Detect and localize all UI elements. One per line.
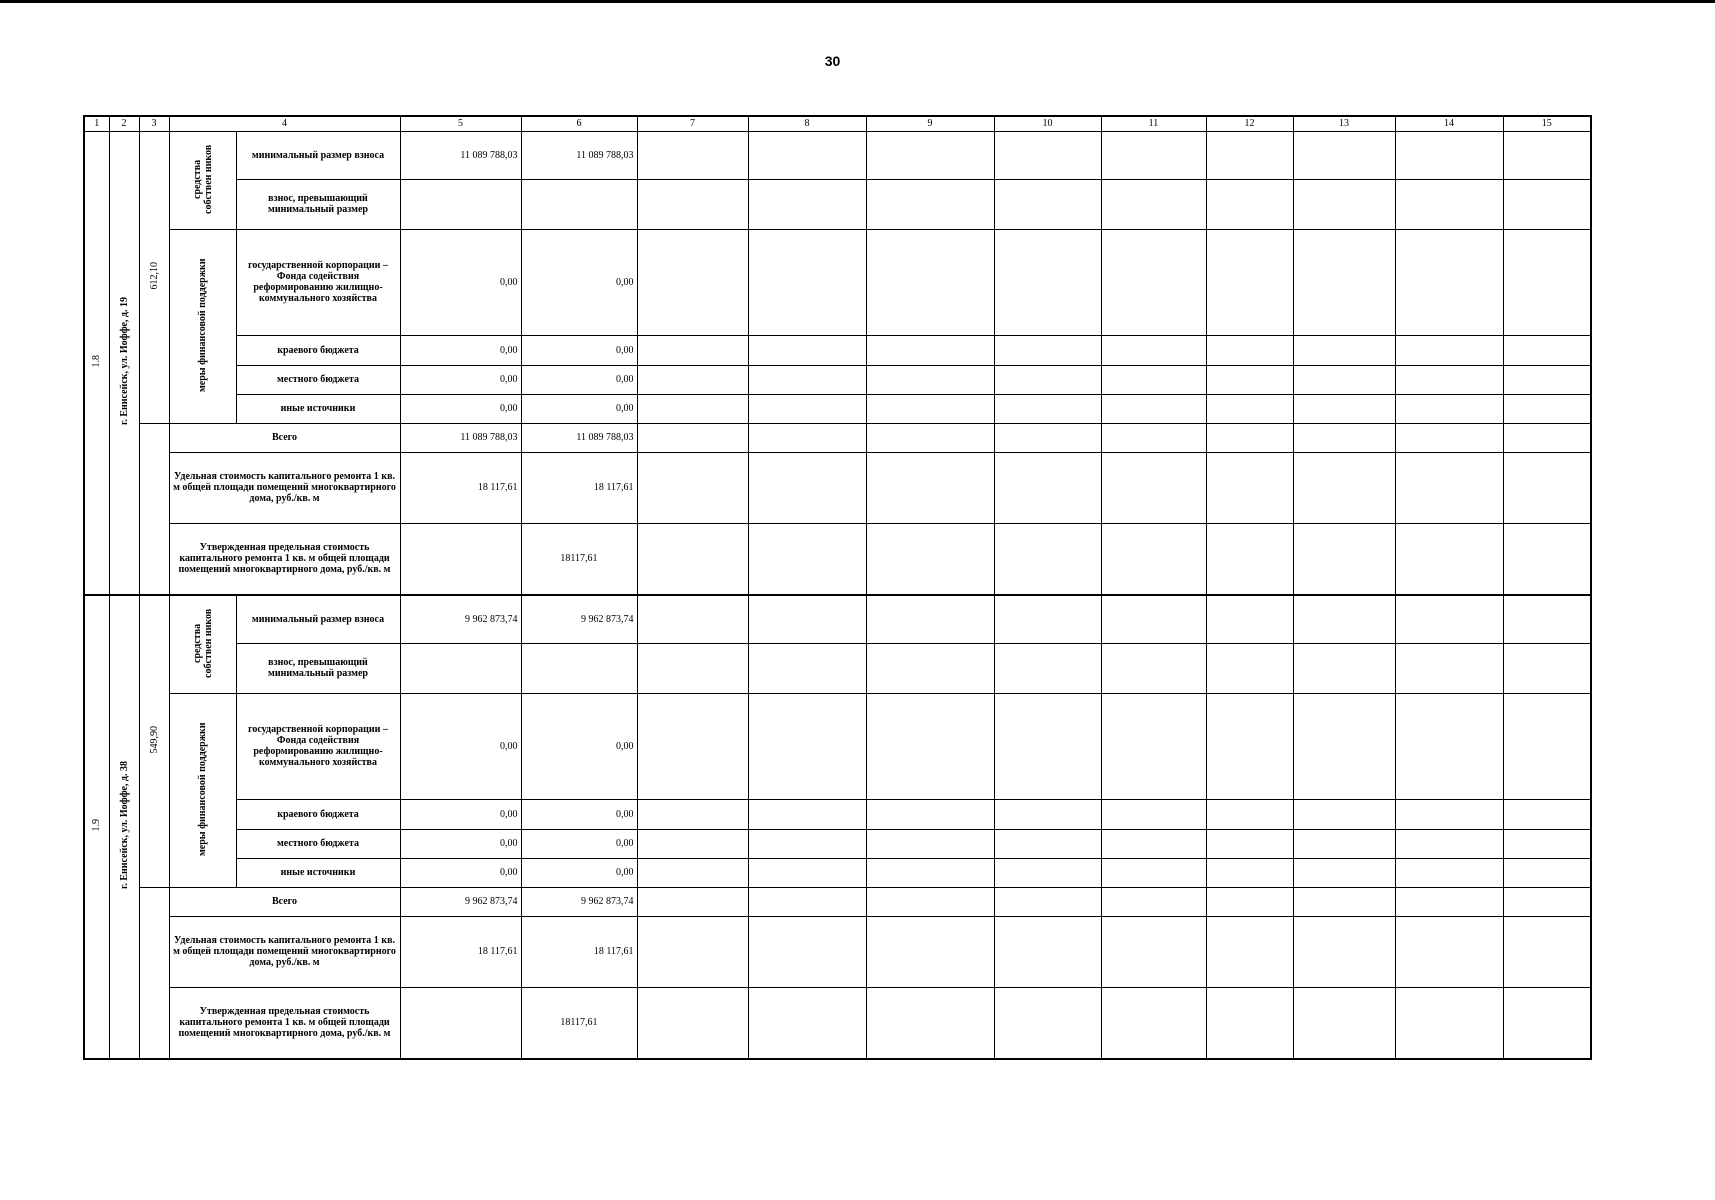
cell-col7 — [637, 394, 748, 423]
table-row — [84, 423, 1591, 452]
cell-col9 — [866, 799, 994, 829]
item-area-text: 549,90 — [148, 726, 160, 754]
cell-col12 — [1206, 987, 1293, 1059]
cell-col5: 18 117,61 — [400, 452, 521, 523]
cell-col14 — [1395, 335, 1503, 365]
cell-col14 — [1395, 916, 1503, 987]
cell-col7 — [637, 643, 748, 693]
cell-col7 — [637, 452, 748, 523]
cell-col5: 0,00 — [400, 858, 521, 887]
col-header-14: 14 — [1395, 116, 1503, 131]
cell-col15 — [1503, 452, 1591, 523]
cell-col13 — [1293, 335, 1395, 365]
cell-col11 — [1101, 858, 1206, 887]
cell-col12 — [1206, 916, 1293, 987]
cell-col8 — [748, 595, 866, 643]
cell-col14 — [1395, 365, 1503, 394]
cell-col14 — [1395, 829, 1503, 858]
cell-col8 — [748, 131, 866, 179]
item-address-text: г. Енисейск, ул. Иоффе, д. 38 — [118, 761, 130, 890]
row-label-other-sources: иные источники — [236, 394, 400, 423]
row-label-state-corporation: государственной корпорации – Фонда содействия реформированию жилищно-коммунального хозяйства — [236, 693, 400, 799]
cell-col12 — [1206, 829, 1293, 858]
cell-col9 — [866, 916, 994, 987]
col-header-4: 4 — [169, 116, 400, 131]
support-measures-group — [169, 229, 236, 423]
cell-col8 — [748, 523, 866, 595]
cell-col12 — [1206, 229, 1293, 335]
cell-col15 — [1503, 131, 1591, 179]
cell-col7 — [637, 365, 748, 394]
cell-col9 — [866, 365, 994, 394]
cell-col8 — [748, 229, 866, 335]
cell-col10 — [994, 643, 1101, 693]
cell-col10 — [994, 858, 1101, 887]
area-column-filler — [139, 887, 169, 1059]
cell-col6: 0,00 — [521, 799, 637, 829]
cell-col15 — [1503, 229, 1591, 335]
cell-col15 — [1503, 179, 1591, 229]
table-row — [84, 799, 1591, 829]
cell-col12 — [1206, 595, 1293, 643]
row-label-unit-cost: Удельная стоимость капитального ремонта 1 кв. м общей площади помещений многоквартирного дома, руб./кв. м — [169, 452, 400, 523]
cell-col15 — [1503, 643, 1591, 693]
cell-col6: 0,00 — [521, 693, 637, 799]
capital-repair-table — [83, 115, 1592, 1060]
cell-col12 — [1206, 335, 1293, 365]
cell-col7 — [637, 595, 748, 643]
cell-col11 — [1101, 179, 1206, 229]
table-row — [84, 523, 1591, 595]
cell-col9 — [866, 523, 994, 595]
cell-col7 — [637, 179, 748, 229]
row-label-regional-budget: краевого бюджета — [236, 799, 400, 829]
item-address — [109, 595, 139, 1059]
cell-col8 — [748, 829, 866, 858]
cell-col8 — [748, 916, 866, 987]
cell-col10 — [994, 179, 1101, 229]
cell-col14 — [1395, 887, 1503, 916]
cell-col10 — [994, 131, 1101, 179]
cell-col8 — [748, 452, 866, 523]
col-header-7: 7 — [637, 116, 748, 131]
row-label-max-cost: Утвержденная предельная стоимость капитального ремонта 1 кв. м общей площади помещений многоквартирного дома, руб./кв. м — [169, 523, 400, 595]
cell-col13 — [1293, 595, 1395, 643]
cell-col6: 9 962 873,74 — [521, 887, 637, 916]
cell-col11 — [1101, 452, 1206, 523]
cell-col14 — [1395, 693, 1503, 799]
cell-col11 — [1101, 693, 1206, 799]
owners-funds-group — [169, 595, 236, 693]
table-row — [84, 829, 1591, 858]
cell-col14 — [1395, 394, 1503, 423]
column-number-row — [84, 116, 1591, 131]
cell-col12 — [1206, 394, 1293, 423]
cell-col9 — [866, 394, 994, 423]
cell-col13 — [1293, 452, 1395, 523]
cell-col12 — [1206, 693, 1293, 799]
cell-col7 — [637, 693, 748, 799]
cell-col9 — [866, 179, 994, 229]
cell-col6: 18117,61 — [521, 987, 637, 1059]
table-row — [84, 987, 1591, 1059]
cell-col14 — [1395, 858, 1503, 887]
cell-col13 — [1293, 799, 1395, 829]
cell-col5: 11 089 788,03 — [400, 423, 521, 452]
cell-col15 — [1503, 423, 1591, 452]
item-address — [109, 131, 139, 595]
cell-col11 — [1101, 365, 1206, 394]
cell-col10 — [994, 523, 1101, 595]
cell-col10 — [994, 394, 1101, 423]
table-row — [84, 179, 1591, 229]
cell-col8 — [748, 987, 866, 1059]
cell-col12 — [1206, 858, 1293, 887]
cell-col5: 18 117,61 — [400, 916, 521, 987]
cell-col13 — [1293, 229, 1395, 335]
table-row — [84, 595, 1591, 643]
cell-col8 — [748, 423, 866, 452]
cell-col15 — [1503, 858, 1591, 887]
cell-col8 — [748, 394, 866, 423]
owners-funds-group-text: средства собствен ников — [191, 143, 214, 214]
row-label-local-budget: местного бюджета — [236, 365, 400, 394]
col-header-9: 9 — [866, 116, 994, 131]
cell-col8 — [748, 335, 866, 365]
table-row — [84, 365, 1591, 394]
cell-col12 — [1206, 799, 1293, 829]
col-header-10: 10 — [994, 116, 1101, 131]
col-header-3: 3 — [139, 116, 169, 131]
cell-col15 — [1503, 595, 1591, 643]
cell-col6 — [521, 179, 637, 229]
owners-funds-group — [169, 131, 236, 229]
cell-col7 — [637, 858, 748, 887]
cell-col8 — [748, 858, 866, 887]
cell-col7 — [637, 887, 748, 916]
table-row — [84, 452, 1591, 523]
cell-col6: 0,00 — [521, 365, 637, 394]
cell-col6: 0,00 — [521, 229, 637, 335]
support-measures-group — [169, 693, 236, 887]
item-number-text: 1.9 — [91, 819, 103, 832]
cell-col11 — [1101, 423, 1206, 452]
cell-col12 — [1206, 365, 1293, 394]
cell-col9 — [866, 335, 994, 365]
cell-col5: 0,00 — [400, 693, 521, 799]
row-label-unit-cost: Удельная стоимость капитального ремонта 1 кв. м общей площади помещений многоквартирного дома, руб./кв. м — [169, 916, 400, 987]
cell-col7 — [637, 229, 748, 335]
cell-col13 — [1293, 423, 1395, 452]
cell-col8 — [748, 179, 866, 229]
table-row — [84, 394, 1591, 423]
cell-col15 — [1503, 365, 1591, 394]
row-label-total: Всего — [169, 423, 400, 452]
cell-col13 — [1293, 394, 1395, 423]
cell-col7 — [637, 916, 748, 987]
cell-col5 — [400, 179, 521, 229]
cell-col6: 18 117,61 — [521, 452, 637, 523]
cell-col14 — [1395, 643, 1503, 693]
cell-col12 — [1206, 643, 1293, 693]
cell-col15 — [1503, 829, 1591, 858]
cell-col13 — [1293, 131, 1395, 179]
cell-col9 — [866, 829, 994, 858]
support-measures-group-text: меры финансовой поддержки — [197, 721, 208, 856]
table-row — [84, 335, 1591, 365]
table-row — [84, 858, 1591, 887]
cell-col6: 9 962 873,74 — [521, 595, 637, 643]
cell-col15 — [1503, 987, 1591, 1059]
cell-col15 — [1503, 799, 1591, 829]
cell-col8 — [748, 799, 866, 829]
cell-col11 — [1101, 799, 1206, 829]
owners-funds-group-text: средства собствен ников — [191, 608, 214, 678]
table-row — [84, 887, 1591, 916]
item-number-text: 1.8 — [91, 355, 103, 368]
cell-col10 — [994, 987, 1101, 1059]
cell-col15 — [1503, 887, 1591, 916]
cell-col8 — [748, 365, 866, 394]
table-row — [84, 643, 1591, 693]
table-row — [84, 229, 1591, 335]
cell-col7 — [637, 523, 748, 595]
cell-col12 — [1206, 452, 1293, 523]
cell-col7 — [637, 423, 748, 452]
cell-col10 — [994, 799, 1101, 829]
table-row — [84, 131, 1591, 179]
cell-col13 — [1293, 523, 1395, 595]
cell-col14 — [1395, 131, 1503, 179]
cell-col5: 0,00 — [400, 229, 521, 335]
cell-col12 — [1206, 131, 1293, 179]
cell-col15 — [1503, 916, 1591, 987]
cell-col6: 0,00 — [521, 335, 637, 365]
cell-col9 — [866, 887, 994, 916]
col-header-11: 11 — [1101, 116, 1206, 131]
cell-col12 — [1206, 523, 1293, 595]
table-row — [84, 693, 1591, 799]
cell-col10 — [994, 693, 1101, 799]
cell-col5: 0,00 — [400, 365, 521, 394]
cell-col7 — [637, 829, 748, 858]
table-row — [84, 916, 1591, 987]
col-header-15: 15 — [1503, 116, 1591, 131]
row-label-min-contribution: минимальный размер взноса — [236, 595, 400, 643]
cell-col12 — [1206, 887, 1293, 916]
cell-col9 — [866, 131, 994, 179]
cell-col15 — [1503, 693, 1591, 799]
cell-col6: 0,00 — [521, 829, 637, 858]
cell-col9 — [866, 423, 994, 452]
cell-col10 — [994, 829, 1101, 858]
cell-col9 — [866, 987, 994, 1059]
cell-col10 — [994, 335, 1101, 365]
cell-col5: 0,00 — [400, 394, 521, 423]
cell-col9 — [866, 693, 994, 799]
cell-col7 — [637, 799, 748, 829]
cell-col8 — [748, 643, 866, 693]
cell-col14 — [1395, 523, 1503, 595]
cell-col11 — [1101, 131, 1206, 179]
cell-col15 — [1503, 335, 1591, 365]
col-header-12: 12 — [1206, 116, 1293, 131]
cell-col8 — [748, 887, 866, 916]
cell-col5 — [400, 523, 521, 595]
cell-col11 — [1101, 394, 1206, 423]
cell-col11 — [1101, 887, 1206, 916]
row-label-min-contribution: минимальный размер взноса — [236, 131, 400, 179]
cell-col14 — [1395, 229, 1503, 335]
cell-col13 — [1293, 858, 1395, 887]
cell-col10 — [994, 365, 1101, 394]
cell-col5: 0,00 — [400, 799, 521, 829]
row-label-total: Всего — [169, 887, 400, 916]
support-measures-group-text: меры финансовой поддержки — [197, 257, 208, 392]
cell-col11 — [1101, 829, 1206, 858]
cell-col8 — [748, 693, 866, 799]
row-label-state-corporation: государственной корпорации – Фонда содействия реформированию жилищно-коммунального хозяйства — [236, 229, 400, 335]
cell-col13 — [1293, 365, 1395, 394]
cell-col9 — [866, 643, 994, 693]
cell-col14 — [1395, 452, 1503, 523]
item-area — [139, 595, 169, 887]
cell-col12 — [1206, 179, 1293, 229]
cell-col11 — [1101, 916, 1206, 987]
cell-col6: 18117,61 — [521, 523, 637, 595]
cell-col6 — [521, 643, 637, 693]
cell-col11 — [1101, 987, 1206, 1059]
cell-col5: 9 962 873,74 — [400, 595, 521, 643]
row-label-excess-contribution: взнос, превышающий минимальный размер — [236, 179, 400, 229]
cell-col10 — [994, 229, 1101, 335]
area-column-filler — [139, 423, 169, 595]
cell-col13 — [1293, 693, 1395, 799]
cell-col6: 11 089 788,03 — [521, 131, 637, 179]
cell-col14 — [1395, 179, 1503, 229]
cell-col14 — [1395, 595, 1503, 643]
cell-col10 — [994, 916, 1101, 987]
cell-col11 — [1101, 229, 1206, 335]
cell-col15 — [1503, 394, 1591, 423]
cell-col13 — [1293, 916, 1395, 987]
cell-col13 — [1293, 643, 1395, 693]
cell-col13 — [1293, 829, 1395, 858]
col-header-2: 2 — [109, 116, 139, 131]
cell-col5: 11 089 788,03 — [400, 131, 521, 179]
col-header-8: 8 — [748, 116, 866, 131]
cell-col10 — [994, 423, 1101, 452]
cell-col5 — [400, 643, 521, 693]
cell-col11 — [1101, 595, 1206, 643]
cell-col10 — [994, 887, 1101, 916]
cell-col11 — [1101, 335, 1206, 365]
cell-col6: 11 089 788,03 — [521, 423, 637, 452]
cell-col9 — [866, 229, 994, 335]
row-label-local-budget: местного бюджета — [236, 829, 400, 858]
cell-col15 — [1503, 523, 1591, 595]
cell-col9 — [866, 595, 994, 643]
cell-col6: 0,00 — [521, 394, 637, 423]
cell-col13 — [1293, 887, 1395, 916]
cell-col9 — [866, 452, 994, 523]
item-address-text: г. Енисейск, ул. Иоффе, д. 19 — [118, 297, 130, 426]
col-header-6: 6 — [521, 116, 637, 131]
cell-col13 — [1293, 179, 1395, 229]
col-header-1: 1 — [84, 116, 109, 131]
cell-col7 — [637, 987, 748, 1059]
row-label-max-cost: Утвержденная предельная стоимость капитального ремонта 1 кв. м общей площади помещений многоквартирного дома, руб./кв. м — [169, 987, 400, 1059]
cell-col5: 9 962 873,74 — [400, 887, 521, 916]
cell-col7 — [637, 335, 748, 365]
item-number — [84, 131, 109, 595]
item-number — [84, 595, 109, 1059]
cell-col12 — [1206, 423, 1293, 452]
cell-col11 — [1101, 523, 1206, 595]
cell-col7 — [637, 131, 748, 179]
cell-col6: 18 117,61 — [521, 916, 637, 987]
cell-col14 — [1395, 423, 1503, 452]
row-label-excess-contribution: взнос, превышающий минимальный размер — [236, 643, 400, 693]
cell-col10 — [994, 452, 1101, 523]
cell-col9 — [866, 858, 994, 887]
cell-col5 — [400, 987, 521, 1059]
col-header-5: 5 — [400, 116, 521, 131]
item-area — [139, 131, 169, 423]
cell-col10 — [994, 595, 1101, 643]
cell-col5: 0,00 — [400, 335, 521, 365]
cell-col14 — [1395, 987, 1503, 1059]
row-label-other-sources: иные источники — [236, 858, 400, 887]
col-header-13: 13 — [1293, 116, 1395, 131]
row-label-regional-budget: краевого бюджета — [236, 335, 400, 365]
scan-top-border — [0, 0, 1715, 3]
cell-col14 — [1395, 799, 1503, 829]
cell-col6: 0,00 — [521, 858, 637, 887]
page-number: 30 — [824, 53, 841, 69]
cell-col5: 0,00 — [400, 829, 521, 858]
cell-col13 — [1293, 987, 1395, 1059]
item-area-text: 612,10 — [148, 261, 160, 290]
cell-col11 — [1101, 643, 1206, 693]
